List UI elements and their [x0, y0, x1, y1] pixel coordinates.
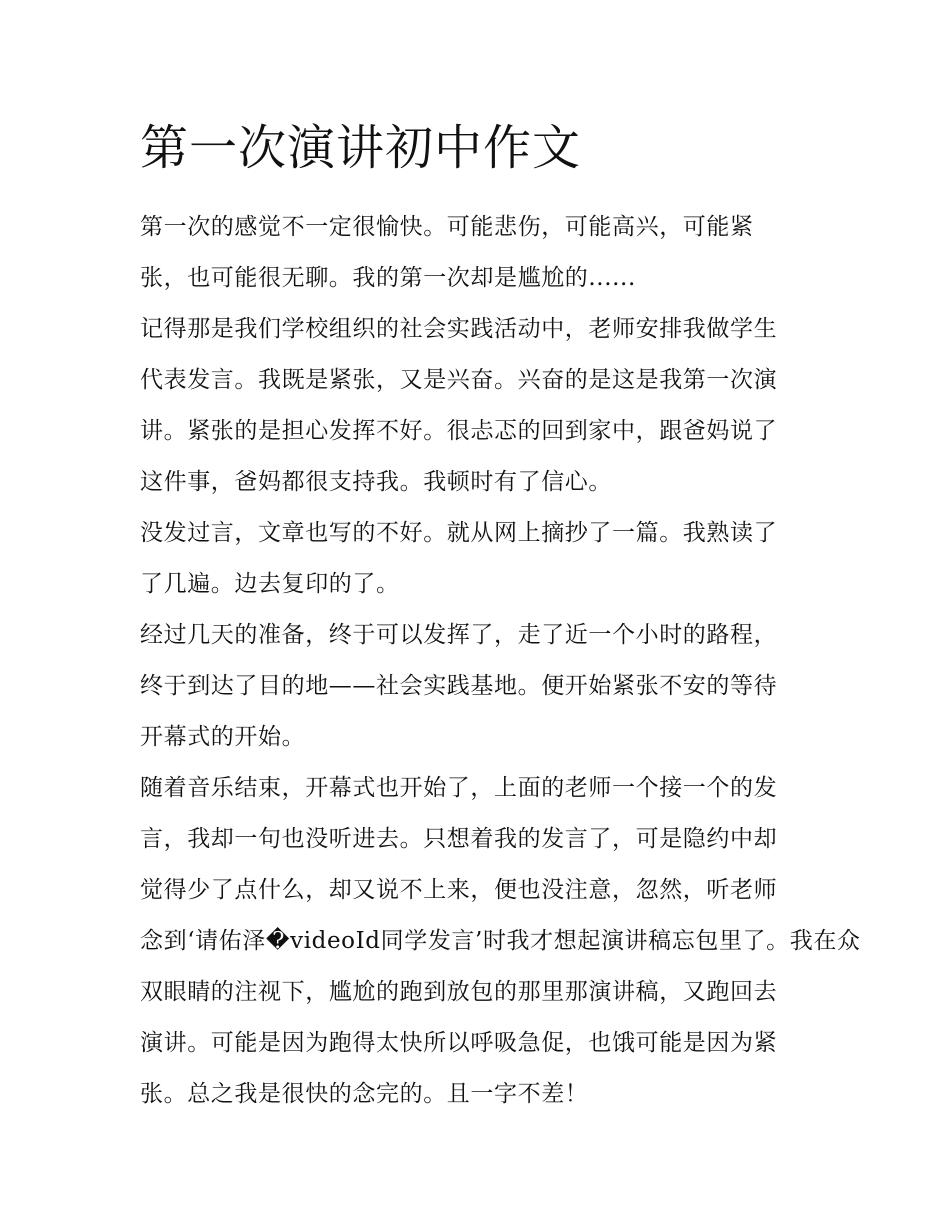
paragraph-line: 开幕式的开始。 [140, 724, 306, 750]
paragraph-line: 讲。紧张的是担心发挥不好。很忐忑的回到家中，跟爸妈说了 [140, 418, 778, 444]
paragraph-line: 随着音乐结束，开幕式也开始了，上面的老师一个接一个的发 [140, 775, 778, 801]
paragraph-line: 张。总之我是很快的念完的。且一字不差！ [140, 1081, 589, 1107]
paragraph-4 [140, 610, 816, 763]
paragraph-line: 念到‘请佑泽�videoId同学发言’时我才想起演讲稿忘包里了。我在众 [140, 928, 861, 954]
paragraph-3 [140, 508, 816, 610]
paragraph-line: 第一次的感觉不一定很愉快。可能悲伤，可能高兴，可能紧 [140, 214, 754, 240]
paragraph-line: 终于到达了目的地——社会实践基地。便开始紧张不安的等待 [140, 673, 778, 699]
paragraph-line: 双眼睛的注视下，尴尬的跑到放包的那里那演讲稿，又跑回去 [140, 979, 778, 1005]
paragraph-line: 经过几天的准备，终于可以发挥了，走了近一个小时的路程， [140, 622, 778, 648]
paragraph-line: 演讲。可能是因为跑得太快所以呼吸急促，也饿可能是因为紧 [140, 1030, 778, 1056]
paragraph-line: 没发过言，文章也写的不好。就从网上摘抄了一篇。我熟读了 [140, 520, 778, 546]
paragraph-line: 这件事，爸妈都很支持我。我顿时有了信心。 [140, 469, 612, 495]
paragraph-2 [140, 304, 816, 508]
document-title: 第一次演讲初中作文 [140, 120, 582, 176]
paragraph-line: 代表发言。我既是紧张，又是兴奋。兴奋的是这是我第一次演 [140, 367, 778, 393]
document-page [140, 112, 861, 1120]
paragraph-line: 了几遍。边去复印的了。 [140, 571, 400, 597]
paragraph-1 [140, 202, 816, 304]
paragraph-line: 言，我却一句也没听进去。只想着我的发言了，可是隐约中却 [140, 826, 778, 852]
paragraph-line: 觉得少了点什么，却又说不上来，便也没注意，忽然，听老师 [140, 877, 778, 903]
paragraph-5 [140, 763, 861, 1120]
paragraph-line: 记得那是我们学校组织的社会实践活动中，老师安排我做学生 [140, 316, 778, 342]
paragraph-line: 张，也可能很无聊。我的第一次却是尴尬的...... [140, 265, 636, 291]
